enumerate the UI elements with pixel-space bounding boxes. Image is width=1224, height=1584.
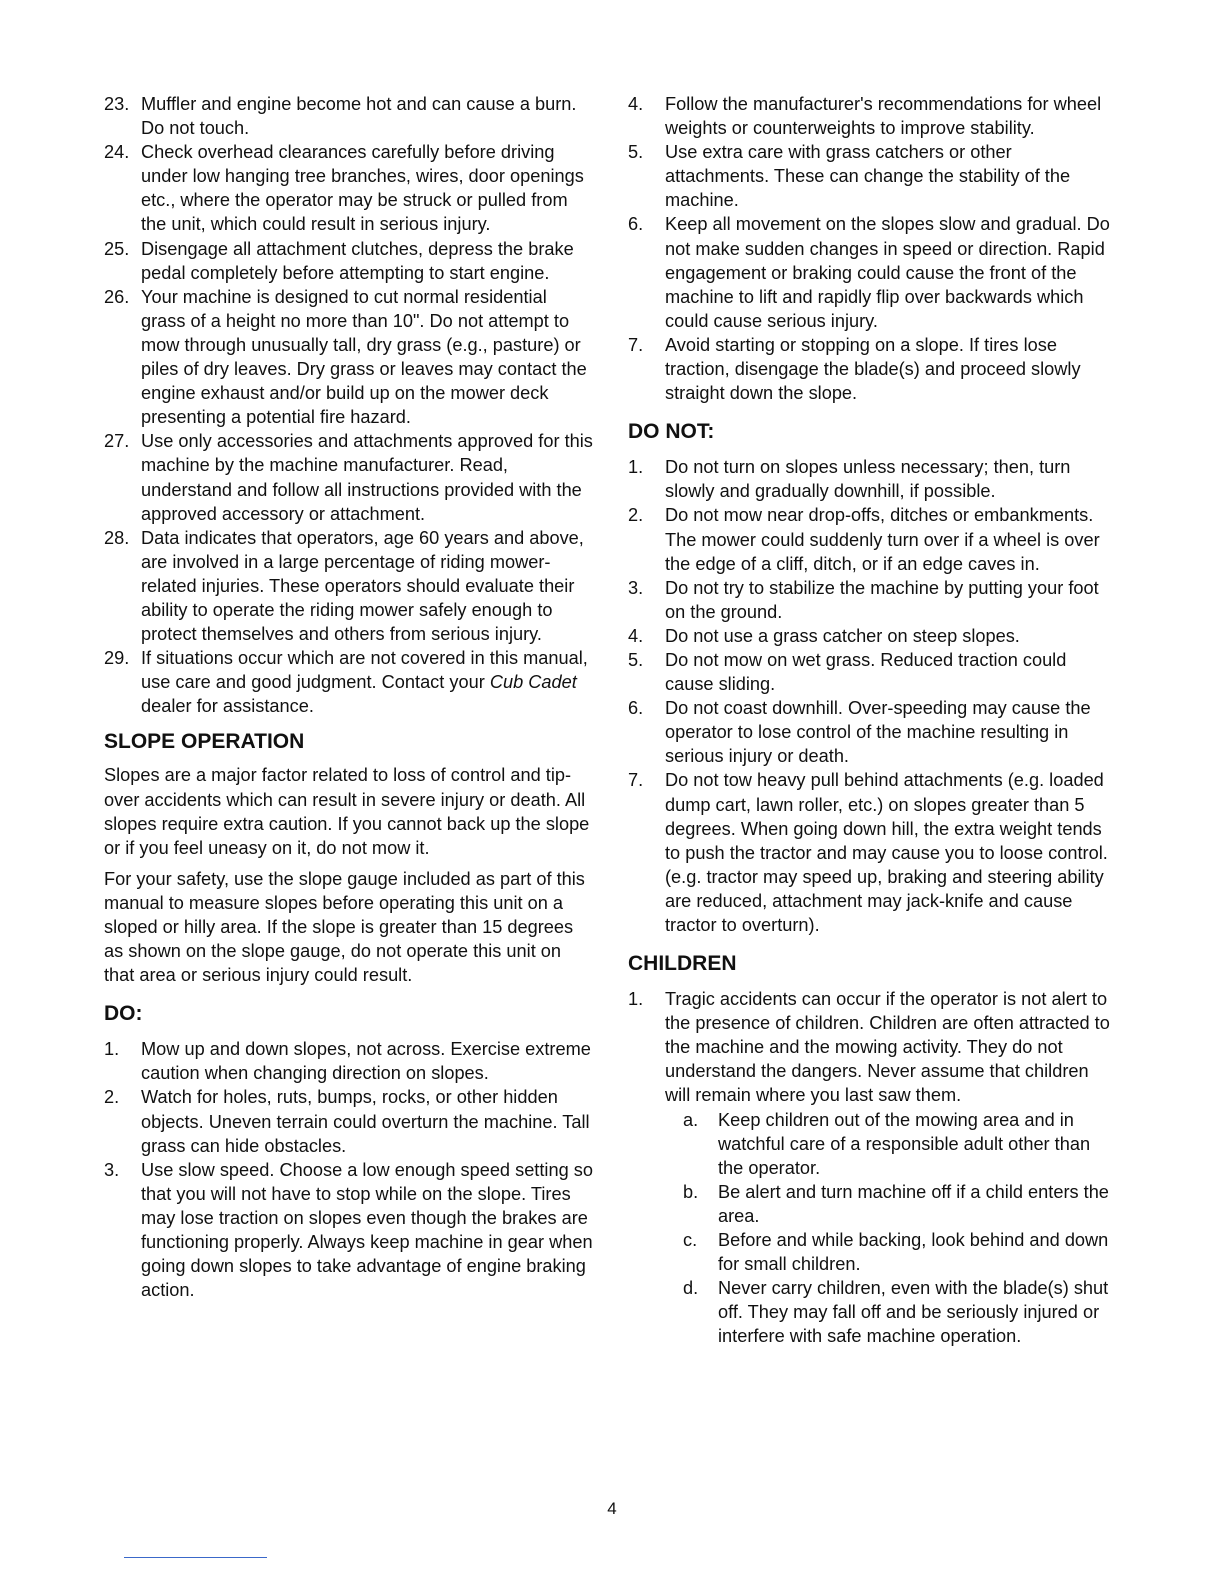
item-number: 25. bbox=[104, 238, 130, 259]
list-item bbox=[628, 696, 1114, 768]
list-item bbox=[628, 987, 1114, 1107]
list-item bbox=[104, 1158, 596, 1303]
list-item bbox=[628, 455, 1114, 503]
list-item bbox=[628, 576, 1114, 624]
item-text: Do not turn on slopes unless necessary; then, turn slowly and gradually downhill, if possible. bbox=[665, 457, 1071, 502]
item-text: Disengage all attachment clutches, depress the brake pedal completely before attempting to start engine. bbox=[141, 238, 574, 283]
item-text: Keep all movement on the slopes slow and gradual. Do not make sudden changes in speed or direction. Rapid engagement or braking could cause the front of the machine to lift and rapidly flip over backwards which could cause serious injury. bbox=[665, 214, 1110, 331]
item-text: Follow the manufacturer's recommendations for wheel weights or counterweights to improve stability. bbox=[665, 94, 1102, 139]
children-list bbox=[628, 987, 1114, 1348]
list-item bbox=[628, 333, 1114, 405]
item-number: 24. bbox=[104, 142, 130, 163]
item-text: Do not coast downhill. Over-speeding may cause the operator to lose control of the machine resulting in serious injury or death. bbox=[665, 698, 1091, 767]
item-text: Never carry children, even with the blade(s) shut off. They may fall off and be seriously injured or interfere with safe machine operation. bbox=[718, 1278, 1109, 1347]
list-item bbox=[628, 92, 1114, 140]
brand-name: Cub Cadet bbox=[489, 672, 577, 693]
left-column bbox=[104, 92, 596, 1302]
list-item bbox=[628, 768, 1114, 937]
right-column bbox=[628, 92, 1114, 1349]
list-item bbox=[104, 140, 596, 236]
item-number: 2. bbox=[628, 505, 644, 526]
item-text: Data indicates that operators, age 60 years and above, are involved in a large percentage of riding mower-related injuries. These operators should evaluate their ability to operate the riding mower safely enough to protect themselves and others from serious injury. bbox=[141, 527, 584, 645]
section-heading-do: DO: bbox=[104, 1002, 143, 1026]
item-number: 4. bbox=[628, 625, 644, 646]
item-number: 29. bbox=[104, 648, 130, 669]
list-item bbox=[628, 212, 1114, 332]
item-number: 7. bbox=[628, 334, 644, 355]
item-letter: d. bbox=[683, 1278, 699, 1299]
list-item bbox=[104, 285, 596, 430]
item-text: Avoid starting or stopping on a slope. If tires lose traction, disengage the blade(s) and proceed slowly straight down the slope. bbox=[665, 334, 1081, 404]
item-text: Mow up and down slopes, not across. Exercise extreme caution when changing direction on slopes. bbox=[141, 1039, 591, 1084]
list-item bbox=[104, 1037, 596, 1085]
item-text-end: dealer for assistance. bbox=[141, 696, 314, 717]
sub-list-item bbox=[628, 1108, 1114, 1180]
item-text: Check overhead clearances carefully before driving under low hanging tree branches, wires, door openings etc., where the operator may be struck or pulled from the unit, which could result in serious injury. bbox=[141, 142, 584, 235]
item-number: 23. bbox=[104, 94, 130, 114]
item-number: 3. bbox=[104, 1159, 120, 1180]
list-item bbox=[104, 526, 596, 646]
item-text: Do not try to stabilize the machine by putting your foot on the ground. bbox=[665, 577, 1099, 622]
item-number: 5. bbox=[628, 649, 644, 670]
page-number: 4 bbox=[607, 1499, 617, 1518]
item-number: 1. bbox=[628, 457, 644, 478]
item-text: Before and while backing, look behind and down for small children. bbox=[718, 1230, 1109, 1275]
section-heading-do-not: DO NOT: bbox=[628, 420, 715, 444]
list-item bbox=[628, 140, 1114, 212]
item-number: 26. bbox=[104, 286, 130, 307]
section-heading-children: CHILDREN bbox=[628, 952, 737, 976]
item-text: Do not mow near drop-offs, ditches or embankments. The mower could suddenly turn over if a wheel is over the edge of a cliff, ditch, or if an edge caves in. bbox=[665, 505, 1100, 574]
paragraph: Slopes are a major factor related to loss of control and tip-over accidents which can result in severe injury or death. All slopes require extra caution. If you cannot back up the slope or if you feel uneasy on it, do not mow it. bbox=[104, 765, 590, 858]
list-item bbox=[104, 1085, 596, 1157]
item-text: Use extra care with grass catchers or other attachments. These can change the stability of the machine. bbox=[665, 142, 1071, 211]
item-text: Do not mow on wet grass. Reduced traction could cause sliding. bbox=[665, 649, 1067, 695]
item-number: 5. bbox=[628, 142, 644, 163]
item-text: Keep children out of the mowing area and in watchful care of a responsible adult other than the operator. bbox=[718, 1109, 1091, 1178]
list-item bbox=[628, 648, 1114, 696]
item-number: 4. bbox=[628, 94, 644, 114]
list-item bbox=[628, 624, 1114, 648]
list-item bbox=[104, 429, 596, 525]
item-text: Use slow speed. Choose a low enough speed setting so that you will not have to stop while on the slope. Tires may lose traction on slopes even though the brakes are functioning properly. Always keep machine in gear when going down slopes to take advantage of engine braking action. bbox=[141, 1159, 593, 1301]
do-list bbox=[104, 1037, 596, 1302]
list-item bbox=[104, 92, 596, 140]
paragraph: For your safety, use the slope gauge included as part of this manual to measure slopes before operating this unit on a sloped or hilly area. If the slope is greater than 15 degrees as shown on the slope gauge, do not operate this unit on that area or serious injury could result. bbox=[104, 868, 585, 986]
item-text: Use only accessories and attachments approved for this machine by the machine manufacturer. Read, understand and follow all instructions provided with the approved accessory or attachment. bbox=[141, 431, 593, 524]
item-number: 28. bbox=[104, 527, 130, 548]
item-text: Tragic accidents can occur if the operator is not alert to the presence of children. Children are often attracted to the machine and the mowing activity. They do not understand the dangers. Never assume that children will remain where you last saw them. bbox=[665, 989, 1110, 1106]
item-text: Do not use a grass catcher on steep slopes. bbox=[665, 625, 1020, 646]
item-letter: c. bbox=[683, 1230, 698, 1251]
list-item bbox=[628, 503, 1114, 575]
item-text: If situations occur which are not covered in this manual, use care and good judgment. Contact your bbox=[141, 648, 588, 693]
item-number: 2. bbox=[104, 1087, 120, 1108]
item-number: 7. bbox=[628, 770, 644, 791]
item-text: Do not tow heavy pull behind attachments (e.g. loaded dump cart, lawn roller, etc.) on slopes greater than 5 degrees. When going down hill, the extra weight tends to push the tractor and may cause you to loose control. (e.g. tractor may speed up, braking and steering ability are reduced, attachment may jack-knife and cause tractor to overturn). bbox=[665, 770, 1108, 935]
item-number: 1. bbox=[104, 1039, 120, 1060]
sub-list-item bbox=[628, 1228, 1114, 1276]
sub-list-item bbox=[628, 1276, 1114, 1348]
sub-list-item bbox=[628, 1180, 1114, 1228]
section-heading-slope-operation: SLOPE OPERATION bbox=[104, 730, 305, 754]
item-letter: a. bbox=[683, 1109, 699, 1130]
do-list-continued bbox=[628, 92, 1114, 405]
item-number: 1. bbox=[628, 989, 644, 1010]
list-item bbox=[104, 646, 596, 718]
item-text: Be alert and turn machine off if a child enters the area. bbox=[718, 1181, 1109, 1226]
do-not-list bbox=[628, 455, 1114, 937]
item-text: Muffler and engine become hot and can cause a burn. Do not touch. bbox=[141, 94, 577, 139]
item-number: 3. bbox=[628, 577, 644, 598]
list-item bbox=[104, 237, 596, 285]
item-number: 27. bbox=[104, 431, 130, 452]
item-text: Your machine is designed to cut normal residential grass of a height no more than 10". Do not attempt to mow through unusually tall, dry grass (e.g., pasture) or piles of dry leaves. Dry grass or leaves may contact the engine exhaust and/or build up on the mower deck presenting a potential fire hazard. bbox=[141, 286, 587, 428]
item-number: 6. bbox=[628, 698, 644, 719]
item-number: 6. bbox=[628, 214, 644, 235]
footer-divider bbox=[124, 1557, 267, 1558]
item-text: Watch for holes, ruts, bumps, rocks, or other hidden objects. Uneven terrain could overturn the machine. Tall grass can hide obstacles. bbox=[141, 1087, 590, 1156]
item-letter: b. bbox=[683, 1181, 699, 1202]
